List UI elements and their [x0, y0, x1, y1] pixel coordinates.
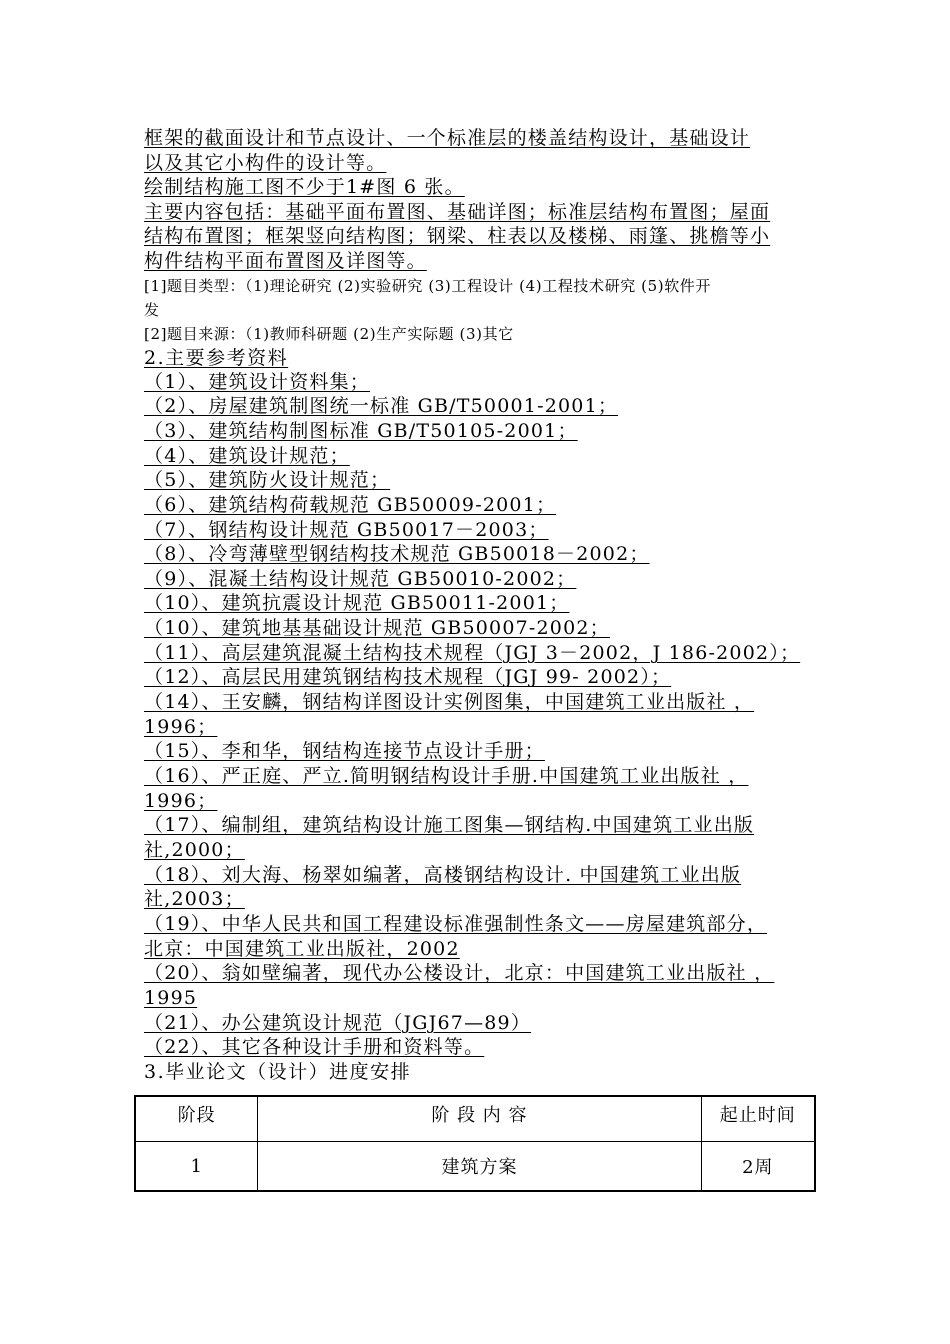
table-row: [135, 1142, 815, 1192]
reference-item: （3）、建筑结构制图标准 GB/T50105-2001；: [144, 419, 578, 442]
reference-item: （12）、高层民用建筑钢结构技术规程（JGJ 99- 2002）；: [144, 666, 672, 689]
reference-item: （9）、混凝土结构设计规范 GB50010-2002；: [144, 567, 577, 590]
reference-item: （14）、王安麟，钢结构详图设计实例图集，中国建筑工业出版社 ，: [144, 691, 755, 714]
reference-item: 1995: [144, 986, 198, 1009]
reference-item: （21）、办公建筑设计规范（JGJ67—89）: [144, 1011, 532, 1034]
intro-section: [144, 126, 824, 274]
note-topic-type-cont: 发: [144, 300, 160, 319]
reference-item: （4）、建筑设计规范；: [144, 444, 350, 467]
reference-item: （15）、李和华，钢结构连接节点设计手册；: [144, 740, 545, 763]
header-time: 起止时间: [701, 1096, 815, 1142]
references-heading: 2.主要参考资料: [144, 346, 289, 369]
cell-stage: 1: [135, 1142, 258, 1192]
reference-item: （2）、房屋建筑制图统一标准 GB/T50001-2001；: [144, 395, 619, 418]
reference-item: 1996；: [144, 789, 218, 812]
intro-line: 主要内容包括：基础平面布置图、基础详图；标准层结构布置图；屋面: [144, 200, 771, 223]
reference-item: （8）、冷弯薄壁型钢结构技术规范 GB50018－2002；: [144, 543, 650, 566]
reference-item: （1）、建筑设计资料集；: [144, 370, 370, 393]
reference-item: （7）、钢结构设计规范 GB50017－2003；: [144, 518, 549, 541]
intro-line: 构件结构平面布置图及详图等。: [144, 249, 427, 272]
schedule-header-row: [135, 1096, 815, 1142]
reference-item: 社,2003；: [144, 888, 245, 911]
document-body: [144, 126, 824, 1084]
reference-item: （10）、建筑抗震设计规范 GB50011-2001；: [144, 592, 570, 615]
cell-content: 建筑方案: [258, 1142, 701, 1192]
reference-item: 1996；: [144, 715, 218, 738]
references-list: [144, 370, 824, 1060]
reference-item: （10）、建筑地基基础设计规范 GB50007-2002；: [144, 617, 610, 640]
note-topic-type: [1]题目类型：（1)理论研究 (2)实验研究 (3)工程设计 (4)工程技术研究 (5)软件开: [144, 276, 712, 295]
reference-item: （16）、严正庭、严立.简明钢结构设计手册.中国建筑工业出版社 ，: [144, 765, 749, 788]
schedule-heading: 3.毕业论文（设计）进度安排: [144, 1060, 412, 1083]
header-stage: 阶段: [135, 1096, 258, 1142]
reference-item: （18）、刘大海、杨翠如编著，高楼钢结构设计. 中国建筑工业出版: [144, 863, 742, 886]
schedule-table: [134, 1095, 816, 1192]
intro-line: 绘制结构施工图不少于1#图 6 张。: [144, 176, 465, 199]
header-content: 阶 段 内 容: [258, 1096, 701, 1142]
note-topic-source: [2]题目来源：（1)教师科研题 (2)生产实际题 (3)其它: [144, 324, 514, 343]
reference-item: 北京：中国建筑工业出版社，2002: [144, 937, 460, 960]
cell-time: 2周: [701, 1142, 815, 1192]
reference-item: （20）、翁如壁编著，现代办公楼设计，北京：中国建筑工业出版社 ，: [144, 962, 775, 985]
reference-item: （22）、其它各种设计手册和资料等。: [144, 1036, 485, 1059]
reference-item: （19）、中华人民共和国工程建设标准强制性条文——房屋建筑部分，: [144, 913, 768, 935]
intro-line: 框架的截面设计和节点设计、一个标准层的楼盖结构设计，基础设计: [144, 127, 751, 149]
intro-line: 结构布置图；框架竖向结构图；钢梁、柱表以及楼梯、雨篷、挑檐等小: [144, 225, 771, 248]
reference-item: （6）、建筑结构荷载规范 GB50009-2001；: [144, 493, 557, 516]
intro-line: 以及其它小构件的设计等。: [144, 151, 387, 174]
reference-item: （5）、建筑防火设计规范；: [144, 469, 391, 492]
reference-item: 社,2000；: [144, 839, 245, 862]
notes-section: [144, 274, 824, 346]
reference-item: （11）、高层建筑混凝土结构技术规程（JGJ 3－2002，J 186-2002）；: [144, 641, 801, 664]
reference-item: （17）、编制组，建筑结构设计施工图集—钢结构.中国建筑工业出版: [144, 814, 755, 837]
